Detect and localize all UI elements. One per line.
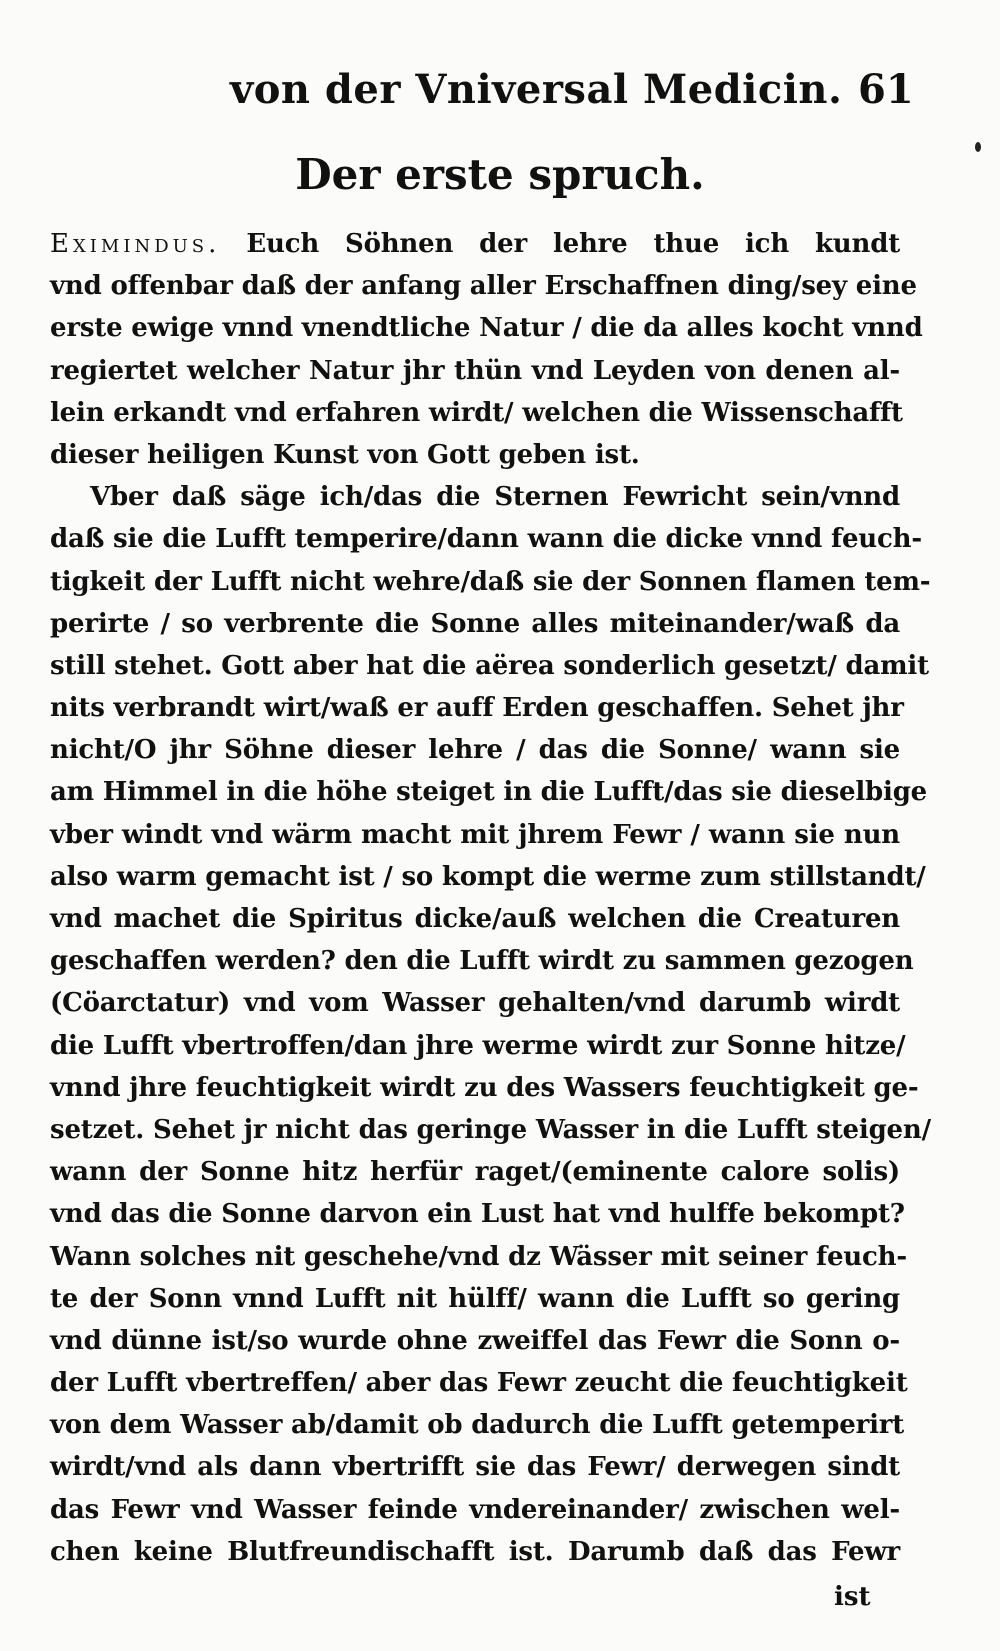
text-line-5: lein erkandt vnd erfahren wirdt/ welchen die Wissenschafft (50, 397, 903, 428)
catchword: ist (834, 1582, 871, 1612)
text-line-26: te der Sonn vnnd Lufft nit hülff/ wann die Lufft so gering (50, 1283, 900, 1314)
text-line-19: (Cöarctatur) vnd vom Wasser gehalten/vnd darumb wirdt (50, 988, 900, 1019)
text-line-1-content: Euch Söhnen der lehre thue ich kundt (246, 229, 900, 259)
text-line-32: chen keine Blutfreundischafft ist. Darumb daß das Fewr (50, 1536, 900, 1567)
text-line-22: setzet. Sehet jr nicht das geringe Wasser in die Lufft steigen/ (50, 1114, 931, 1145)
text-line-29: von dem Wasser ab/damit ob dadurch die Lufft getemperirt (50, 1410, 905, 1441)
text-line-28: der Lufft vbertreffen/ aber das Fewr zeucht die feuchtigkeit (50, 1368, 908, 1399)
page-number: 61 (858, 66, 914, 113)
text-line-16: also warm gemacht ist / so kompt die werme zum stillstandt/ (50, 861, 926, 892)
text-line-4: regiertet welcher Natur jhr thün vnd Leyden von denen al- (50, 355, 900, 386)
text-line-11: still stehet. Gott aber hat die aërea sonderlich gesetzt/ damit (50, 650, 929, 681)
text-line-17: vnd machet die Spiritus dicke/auß welchen die Creaturen (50, 904, 900, 934)
running-head (0, 66, 1000, 116)
text-line-24: vnd das die Sonne darvon ein Lust hat vnd hulffe bekompt? (50, 1199, 905, 1230)
text-line-2: vnd offenbar daß der anfang aller Erschaffnen ding/sey eine (50, 271, 917, 302)
text-line-12: nits verbrandt wirt/waß er auff Erden geschaffen. Sehet jhr (50, 693, 904, 724)
text-line-14: am Himmel in die höhe steiget in die Lufft/das sie dieselbige (50, 777, 928, 808)
text-line-15: vber windt vnd wärm macht mit jhrem Fewr / wann sie nun (50, 819, 900, 850)
text-line-3: erste ewige vnnd vnendtliche Natur / die da alles kocht vnnd (50, 313, 923, 344)
text-line-21: vnnd jhre feuchtigkeit wirdt zu des Wassers feuchtigkeit ge- (50, 1072, 919, 1103)
body-text (50, 223, 931, 1573)
text-line-9: tigkeit der Lufft nicht wehre/daß sie der Sonnen flamen tem- (50, 566, 931, 597)
ink-speck (975, 142, 981, 152)
text-line-31: das Fewr vnd Wasser feinde vndereinander/ zwischen wel- (50, 1494, 900, 1525)
speaker-name: Eximindus. (50, 229, 221, 259)
text-line-23: wann der Sonne hitz herfür raget/(eminente calore solis) (50, 1157, 900, 1188)
section-heading: Der erste spruch. (295, 150, 705, 199)
text-line-10: perirte / so verbrente die Sonne alles miteinander/waß da (50, 608, 900, 639)
running-title: von der Vniversal Medicin. (230, 66, 843, 113)
text-line-8: daß sie die Lufft temperire/dann wann die dicke vnnd feuch- (50, 524, 922, 555)
text-line-25: Wann solches nit geschehe/vnd dz Wässer mit seiner feuch- (50, 1241, 907, 1272)
text-line-20: die Lufft vbertroffen/dan jhre werme wirdt zur Sonne hitze/ (50, 1030, 906, 1061)
text-line-7: Vber daß säge ich/das die Sternen Fewricht sein/vnnd (90, 482, 900, 513)
text-line-18: geschaffen werden? den die Lufft wirdt zu sammen gezogen (50, 946, 914, 977)
text-line-13: nicht/O jhr Söhne dieser lehre / das die Sonne/ wann sie (50, 735, 900, 766)
text-line-27: vnd dünne ist/so wurde ohne zweiffel das Fewr die Sonn o- (50, 1325, 900, 1356)
text-line-30: wirdt/vnd als dann vbertrifft sie das Fewr/ derwegen sindt (50, 1452, 900, 1483)
text-line-1 (50, 223, 900, 265)
text-line-6: dieser heiligen Kunst von Gott geben ist. (50, 439, 640, 470)
